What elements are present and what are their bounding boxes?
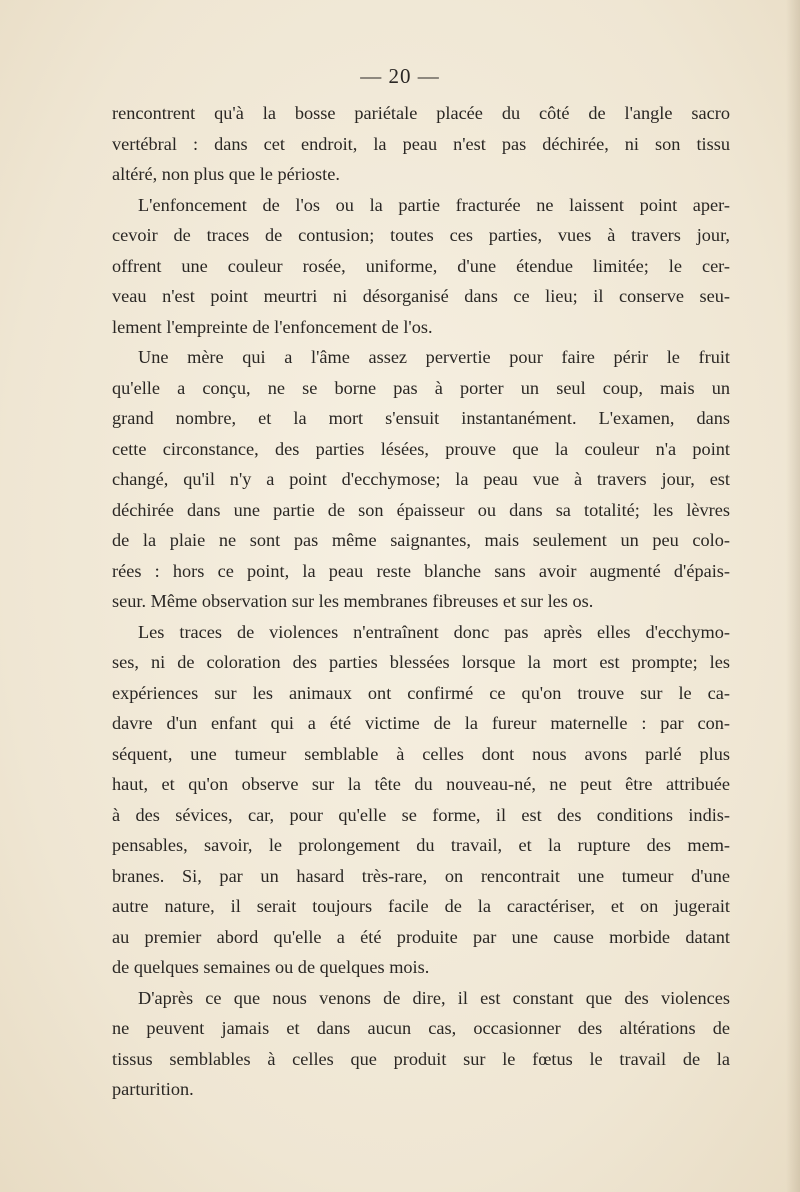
text-line: autre nature, il serait toujours facile de la caractériser, et on jugerait — [112, 896, 730, 916]
text-line: offrent une couleur rosée, uniforme, d'une étendue limitée; le cer- — [112, 255, 730, 276]
text-line: davre d'un enfant qui a été victime de la fureur maternelle : par con- — [112, 713, 730, 733]
text-line: grand nombre, et la mort s'ensuit instantanément. L'examen, dans — [112, 408, 730, 428]
text-line: ne peuvent jamais et dans aucun cas, occasionner des altérations de — [112, 1018, 730, 1038]
body-text — [112, 98, 730, 1105]
text-line: rencontrent qu'à la bosse pariétale placée du côté de l'angle sacro — [112, 103, 730, 123]
text-line: séquent, une tumeur semblable à celles dont nous avons parlé plus — [112, 743, 730, 764]
page-number: — 20 — — [360, 64, 440, 88]
text-line: L'enfoncement de l'os ou la partie fracturée ne laissent point aper- — [138, 194, 730, 215]
text-line: seur. Même observation sur les membranes fibreuses et sur les os. — [112, 591, 594, 611]
text-line: rées : hors ce point, la peau reste blanche sans avoir augmenté d'épais- — [112, 560, 730, 581]
text-line: de quelques semaines ou de quelques mois. — [112, 957, 430, 977]
page-edge-shadow — [786, 0, 800, 1192]
text-line: déchirée dans une partie de son épaisseur ou dans sa totalité; les lèvres — [112, 499, 730, 520]
text-line: pensables, savoir, le prolongement du travail, et la rupture des mem- — [112, 835, 730, 855]
text-line: changé, qu'il n'y a point d'ecchymose; la peau vue à travers jour, est — [112, 469, 730, 489]
text-line: ses, ni de coloration des parties blessées lorsque la mort est prompte; les — [112, 652, 730, 672]
text-line: haut, et qu'on observe sur la tête du nouveau-né, ne peut être attribuée — [112, 774, 730, 794]
text-line: de la plaie ne sont pas même saignantes, mais seulement un peu colo- — [112, 530, 730, 550]
text-line: cette circonstance, des parties lésées, prouve que la couleur n'a point — [112, 438, 730, 459]
text-line: parturition. — [112, 1079, 194, 1099]
text-line: D'après ce que nous venons de dire, il est constant que des violences — [138, 987, 730, 1008]
text-line: Une mère qui a l'âme assez pervertie pour faire périr le fruit — [138, 347, 730, 367]
text-line: à des sévices, car, pour qu'elle se forme, il est des conditions indis- — [112, 804, 730, 825]
text-line: tissus semblables à celles que produit sur le fœtus le travail de la — [112, 1048, 730, 1069]
text-line: au premier abord qu'elle a été produite par une cause morbide datant — [112, 926, 730, 947]
text-line: Les traces de violences n'entraînent donc pas après elles d'ecchymo- — [138, 621, 730, 642]
text-line: qu'elle a conçu, ne se borne pas à porter un seul coup, mais un — [112, 377, 730, 398]
text-line: lement l'empreinte de l'enfoncement de l'os. — [112, 316, 433, 337]
text-line: veau n'est point meurtri ni désorganisé dans ce lieu; il conserve seu- — [112, 286, 730, 306]
text-line: expériences sur les animaux ont confirmé ce qu'on trouve sur le ca- — [112, 682, 730, 703]
text-line: vertébral : dans cet endroit, la peau n'est pas déchirée, ni son tissu — [112, 133, 730, 154]
text-line: branes. Si, par un hasard très-rare, on rencontrait une tumeur d'une — [112, 865, 730, 886]
text-line: altéré, non plus que le périoste. — [112, 164, 340, 184]
text-line: cevoir de traces de contusion; toutes ces parties, vues à travers jour, — [112, 225, 730, 245]
